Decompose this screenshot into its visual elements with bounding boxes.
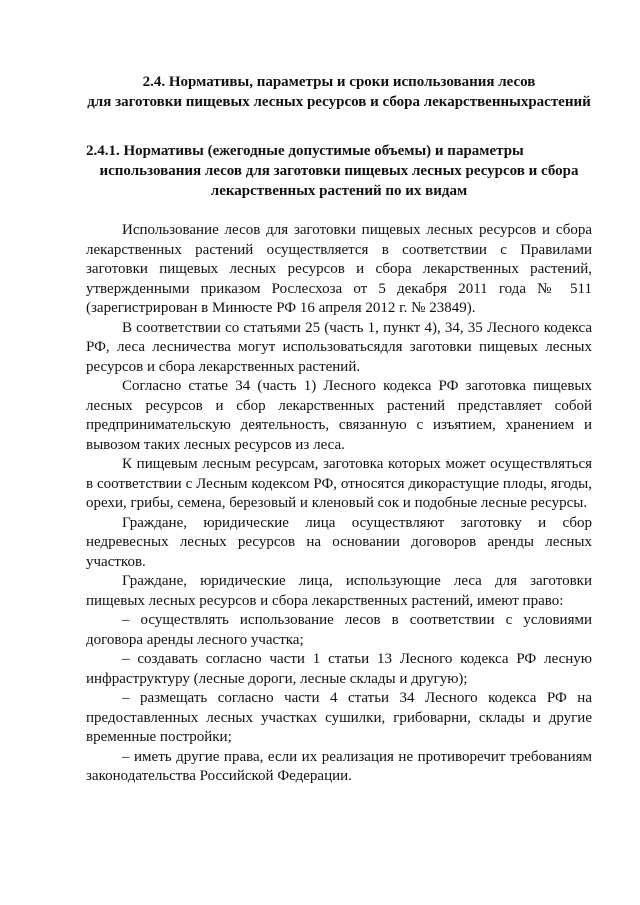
paragraph: Граждане, юридические лица осуществляют заготовку и сбор недревесных лесных ресурсов на основании договоров аренды лесных участков. bbox=[86, 514, 592, 570]
subsection-title bbox=[86, 141, 592, 201]
section-title bbox=[86, 72, 592, 112]
paragraph: В соответствии со статьями 25 (часть 1, пункт 4), 34, 35 Лесного кодекса РФ, леса лесничества могут использоватьсядля заготовки пищевых лесных ресурсов и сбора лекарственных растений. bbox=[86, 319, 592, 375]
paragraph: К пищевым лесным ресурсам, заготовка которых может осуществляться в соответствии с Лесным кодексом РФ, относятся дикорастущие плоды, ягоды, орехи, грибы, семена, березовый и кленовый сок и подобные лесные ресурсы. bbox=[86, 456, 592, 511]
list-item: – размещать согласно части 4 статьи 34 Лесного кодекса РФ на предоставленных лесных участках сушилки, грибоварни, склады и другие временные постройки; bbox=[86, 690, 592, 745]
paragraph: Граждане, юридические лица, использующие леса для заготовки пищевых лесных ресурсов и сбора лекарственных растений, имеют право: bbox=[86, 573, 592, 609]
paragraph: Согласно статье 34 (часть 1) Лесного кодекса РФ заготовка пищевых лесных ресурсов и сбор лекарственных растений представляет собой предпринимательскую деятельность, связанную с изъятием, хранением и вывозом таких лесных ресурсов из леса. bbox=[86, 378, 592, 453]
document-body bbox=[86, 221, 592, 787]
subsection-title-line-1: 2.4.1. Нормативы (ежегодные допустимые объемы) и параметры bbox=[86, 143, 524, 159]
list-item: – создавать согласно части 1 статьи 13 Лесного кодекса РФ лесную инфраструктуру (лесные дороги, лесные склады и другую); bbox=[86, 651, 592, 687]
subsection-title-line-3: лекарственных растений по их видам bbox=[210, 183, 468, 199]
section-title-line-1: 2.4. Нормативы, параметры и сроки использования лесов bbox=[142, 74, 536, 90]
subsection-title-line-2: использования лесов для заготовки пищевых лесных ресурсов и сбора bbox=[99, 163, 579, 179]
list-item: – иметь другие права, если их реализация не противоречит требованиям законодательства Российской Федерации. bbox=[86, 748, 592, 784]
paragraph: Использование лесов для заготовки пищевых лесных ресурсов и сбора лекарственных растений осуществляется в соответствии с Правилами заготовки пищевых лесных ресурсов и сбора лекарственных растений, утвержденными приказом Рослесхоза от 5 декабря 2011 года № 511 (зарегистрирован в Минюсте РФ 16 апреля 2012 г. № 23849). bbox=[86, 222, 592, 316]
list-item: – осуществлять использование лесов в соответствии с условиями договора аренды лесного участка; bbox=[86, 612, 592, 648]
document-page bbox=[86, 72, 592, 787]
section-title-line-2: для заготовки пищевых лесных ресурсов и сбора лекарственныхрастений bbox=[87, 94, 591, 110]
